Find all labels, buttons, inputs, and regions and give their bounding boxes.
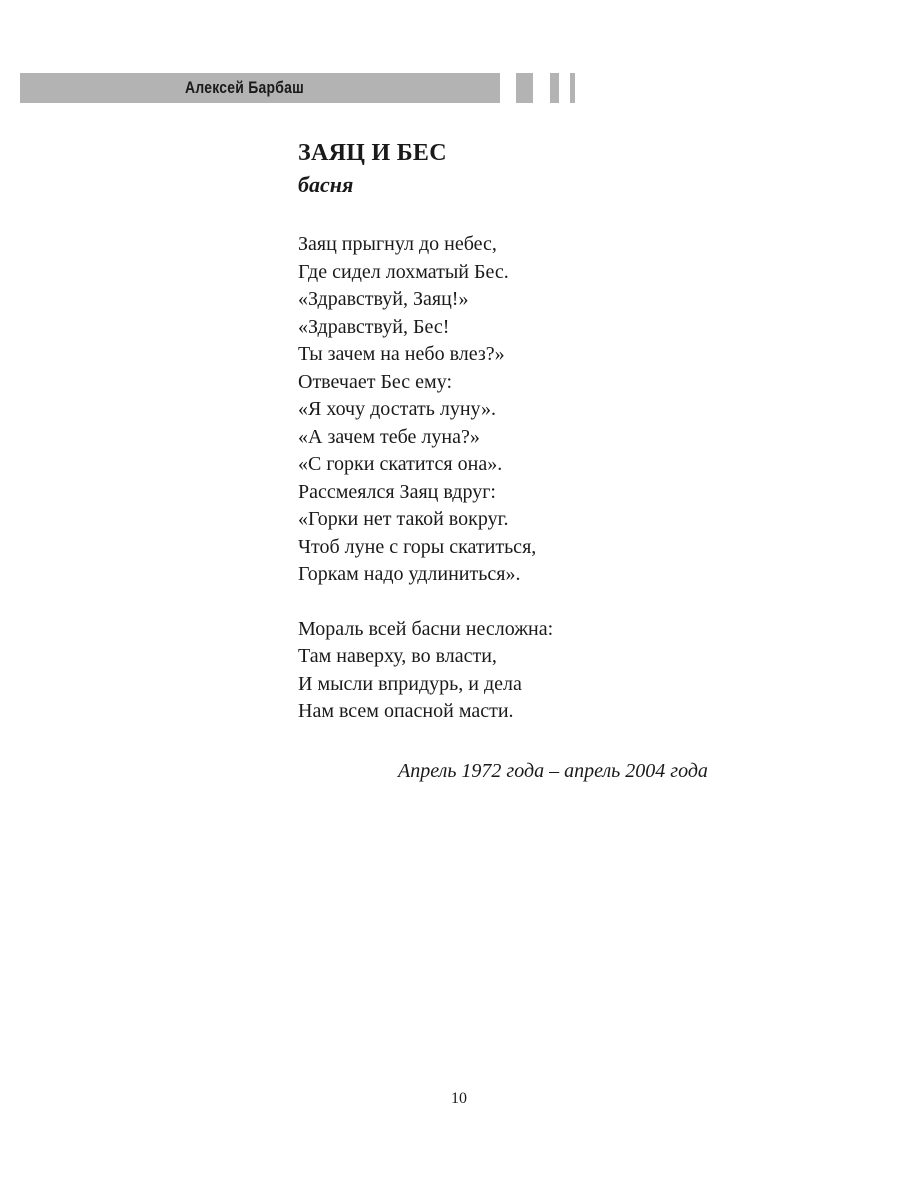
page-number: 10 <box>451 1090 467 1107</box>
header-decoration-block <box>570 73 575 103</box>
poem <box>298 137 758 726</box>
poem-line: Где сидел лохматый Бес. <box>298 260 509 283</box>
header-decoration-block <box>550 73 559 103</box>
poem-subtitle: басня <box>298 172 354 197</box>
poem-line: Отвечает Бес ему: <box>298 370 453 393</box>
poem-line: Горкам надо удлиниться». <box>298 563 521 585</box>
poem-line: Заяц прыгнул до небес, <box>298 233 497 255</box>
poem-date: Апрель 1972 года – апрель 2004 года <box>398 760 708 782</box>
poem-line: «А зачем тебе луна?» <box>298 425 480 448</box>
poem-line: Ты зачем на небо влез?» <box>298 343 505 365</box>
poem-line: Чтоб луне с горы скатиться, <box>298 535 537 558</box>
poem-line: Нам всем опасной масти. <box>298 700 514 722</box>
poem-line: Рассмеялся Заяц вдруг: <box>298 480 496 503</box>
stanza <box>298 231 758 589</box>
running-header-author: Алексей Барбаш <box>185 78 304 97</box>
poem-line: «С горки скатится она». <box>298 453 503 475</box>
poem-line: «Здравствуй, Заяц!» <box>298 288 469 310</box>
poem-line: Мораль всей басни несложна: <box>298 617 554 640</box>
poem-line: И мысли впридурь, и дела <box>298 672 522 695</box>
poem-line: «Здравствуй, Бес! <box>298 315 450 338</box>
poem-line: «Я хочу достать луну». <box>298 398 497 420</box>
stanza <box>298 616 758 726</box>
poem-line: Там наверху, во власти, <box>298 645 497 667</box>
poem-line: «Горки нет такой вокруг. <box>298 508 509 530</box>
header-decoration-block <box>516 73 533 103</box>
poem-title: ЗАЯЦ И БЕС <box>298 140 447 166</box>
